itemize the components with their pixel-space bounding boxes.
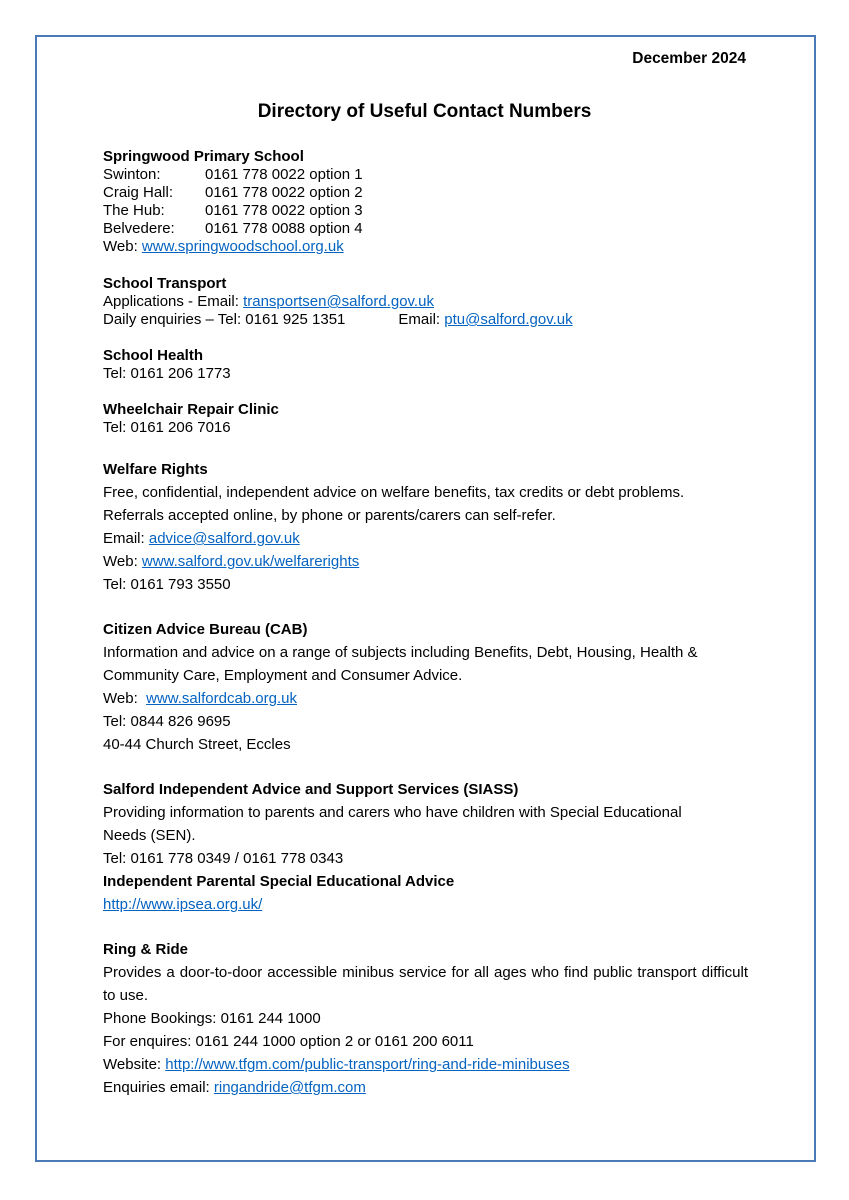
description-line: Information and advice on a range of subjects including Benefits, Debt, Housing, Health &: [103, 644, 698, 661]
ipsea-link[interactable]: http://www.ipsea.org.uk/: [103, 896, 263, 913]
web-row: Web: www.salfordcab.org.uk: [103, 690, 297, 707]
description-line: Providing information to parents and carers who have children with Special Educational: [103, 804, 682, 821]
website-row: Website: http://www.tfgm.com/public-transport/ring-and-ride-minibuses: [103, 1056, 570, 1073]
address-row: 40-44 Church Street, Eccles: [103, 736, 291, 753]
section-heading: Wheelchair Repair Clinic: [103, 401, 279, 418]
web-row: Web: www.salford.gov.uk/welfarerights: [103, 553, 360, 570]
section-heading: Welfare Rights: [103, 461, 208, 478]
section-heading: Springwood Primary School: [103, 148, 304, 165]
section-heading: Salford Independent Advice and Support Services (SIASS): [103, 781, 519, 798]
description-line: Referrals accepted online, by phone or parents/carers can self-refer.: [103, 507, 556, 524]
section-springwood: [103, 148, 748, 256]
web-row: Web: www.springwoodschool.org.uk: [103, 238, 344, 255]
description-line: Community Care, Employment and Consumer Advice.: [103, 667, 463, 684]
tel-row: Tel: 0161 206 1773: [103, 365, 231, 382]
email-row: Email: advice@salford.gov.uk: [103, 530, 300, 547]
document-date: December 2024: [632, 50, 746, 67]
site-row: Craig Hall: 0161 778 0022 option 2: [103, 184, 363, 201]
welfare-email-link[interactable]: advice@salford.gov.uk: [148, 530, 300, 547]
section-school-health: [103, 347, 748, 383]
site-row: The Hub: 0161 778 0022 option 3: [103, 202, 363, 219]
tfgm-web-link[interactable]: http://www.tfgm.com/public-transport/ring-and-ride-minibuses: [165, 1056, 570, 1073]
section-siass: [103, 778, 748, 916]
section-welfare-rights: [103, 458, 748, 596]
description-line: Needs (SEN).: [103, 827, 196, 844]
welfare-web-link[interactable]: www.salford.gov.uk/welfarerights: [141, 553, 360, 570]
ipsea-heading: Independent Parental Special Educational Advice: [103, 873, 455, 890]
daily-enquiries-row: Daily enquiries – Tel: 0161 925 1351 Email: ptu@salford.gov.uk: [103, 311, 573, 328]
tel-row: Tel: 0161 778 0349 / 0161 778 0343: [103, 850, 344, 867]
description-line: Free, confidential, independent advice on welfare benefits, tax credits or debt problems.: [103, 484, 685, 501]
description-paragraph: Provides a door-to-door accessible minibus service for all ages who find public transport difficult to use.: [103, 964, 748, 1004]
section-heading: School Transport: [103, 275, 227, 292]
page-title: Directory of Useful Contact Numbers: [257, 101, 592, 122]
site-row: Swinton: 0161 778 0022 option 1: [103, 166, 363, 183]
phone-row: Phone Bookings: 0161 244 1000: [103, 1010, 321, 1027]
section-heading: Citizen Advice Bureau (CAB): [103, 621, 308, 638]
tel-row: Tel: 0161 793 3550: [103, 576, 231, 593]
tel-row: Tel: 0844 826 9695: [103, 713, 231, 730]
ipsea-row: [103, 893, 748, 916]
enquiries-row: For enquires: 0161 244 1000 option 2 or 0161 200 6011: [103, 1033, 474, 1050]
ringandride-email-link[interactable]: ringandride@tfgm.com: [213, 1079, 366, 1096]
section-transport: [103, 275, 748, 329]
cab-web-link[interactable]: www.salfordcab.org.uk: [146, 690, 297, 707]
applications-row: Applications - Email: transportsen@salford.gov.uk: [103, 293, 434, 310]
ptu-email-link[interactable]: ptu@salford.gov.uk: [444, 311, 573, 328]
springwood-web-link[interactable]: www.springwoodschool.org.uk: [141, 238, 344, 255]
document-body: [103, 148, 748, 1099]
section-heading: School Health: [103, 347, 204, 364]
section-wheelchair: [103, 401, 748, 437]
section-heading: Ring & Ride: [103, 941, 188, 958]
transport-email-link[interactable]: transportsen@salford.gov.uk: [243, 293, 434, 310]
section-cab: [103, 618, 748, 756]
email-row: Enquiries email: ringandride@tfgm.com: [103, 1079, 366, 1096]
tel-row: Tel: 0161 206 7016: [103, 419, 231, 436]
site-row: Belvedere: 0161 778 0088 option 4: [103, 220, 363, 237]
section-ring-and-ride: [103, 938, 748, 1099]
